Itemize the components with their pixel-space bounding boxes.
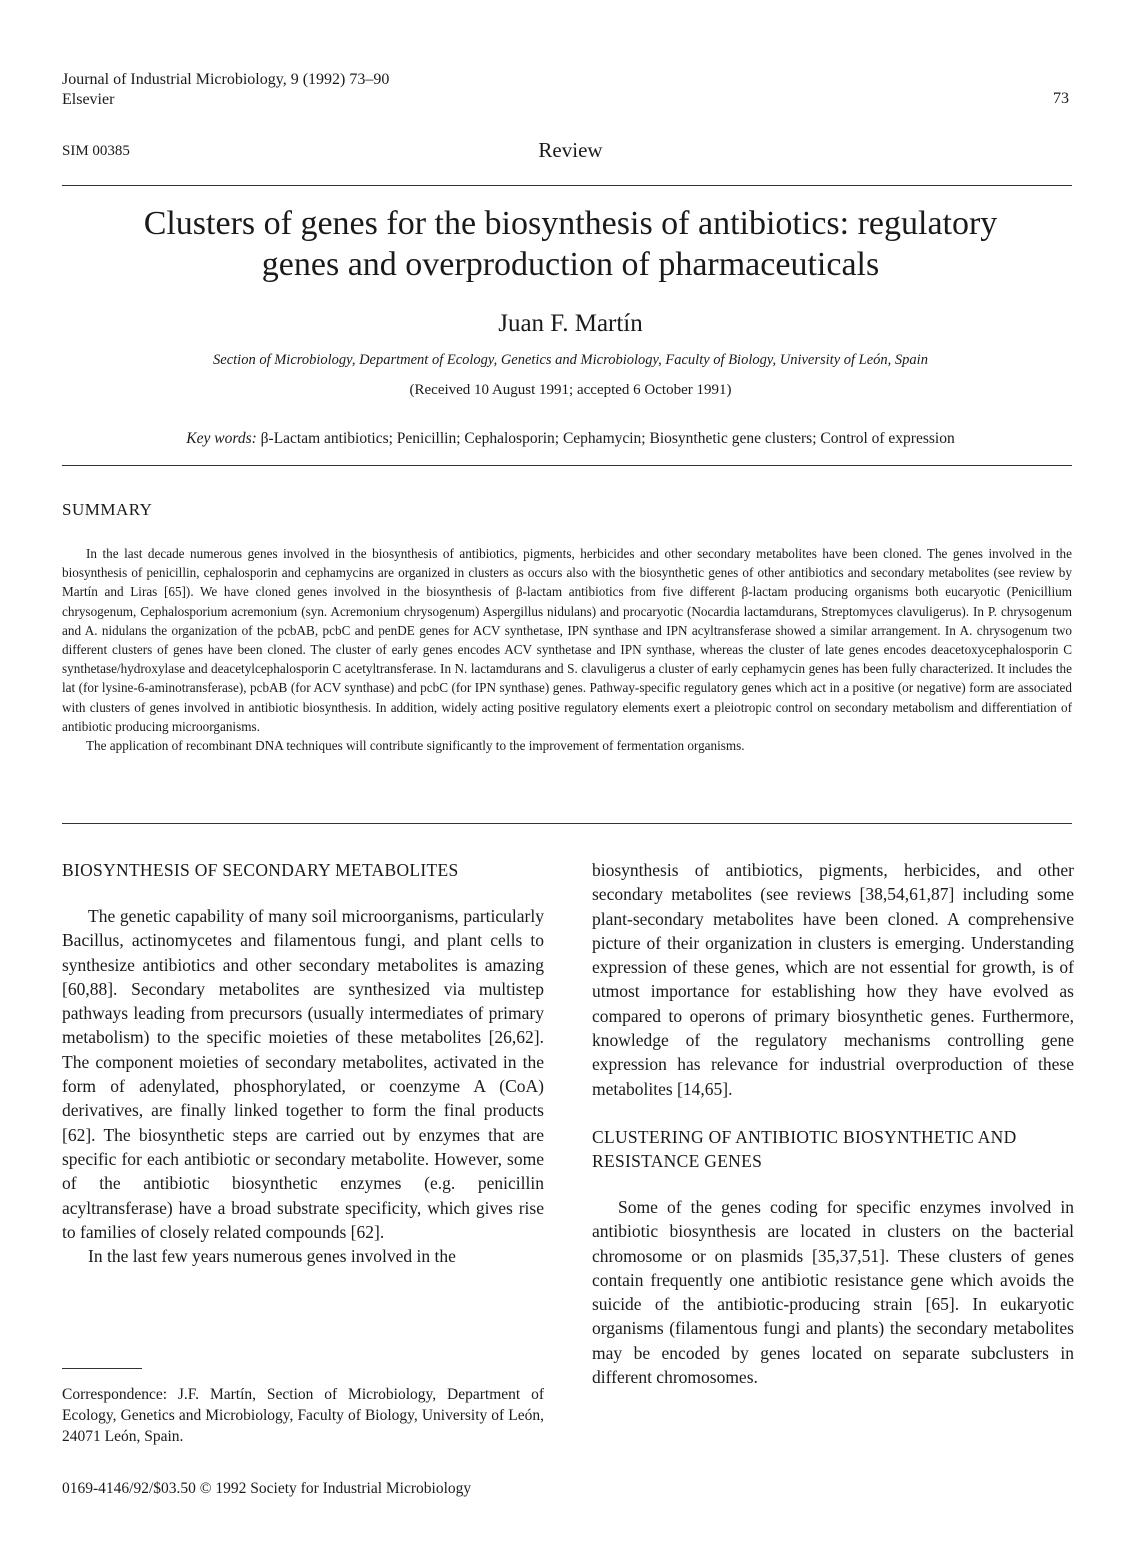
summary-paragraph-1: In the last decade numerous genes involved in the biosynthesis of antibiotics, pigments, herbicides and other secondary metabolites have been cloned. The genes involved in the biosynthesis of penicillin, cephalosporin and cephamycins are organized in clusters as occurs also with the biosynthetic genes of other antibiotics and secondary metabolites (see review by Martín and Liras [65]). We have cloned genes involved in the biosynthesis of β-lactam antibiotics from five different β-lactam producing organisms both eucaryotic (Penicillium chrysogenum, Cephalosporium acremonium (syn. Acremonium chrysogenum) Aspergillus nidulans) and procaryotic (Nocardia lactamdurans, Streptomyces clavuligerus). In P. chrysogenum and A. nidulans the organization of the pcbAB, pcbC and penDE genes for ACV synthetase, IPN synthase and IPN acyltransferase showed a similar arrangement. In A. chrysogenum two different clusters of genes have been cloned. The cluster of early genes encodes ACV synthetase and IPN synthase, whereas the cluster of late genes encodes deacetoxycephalosporin C synthetase/hydroxylase and deacetylcephalosporin C acetyltransferase. In N. lactamdurans and S. clavuligerus a cluster of early cephamycin genes has been fully characterized. It includes the lat (for lysine-6-aminotransferase), pcbAB (for ACV synthase) and pcbC (for IPN synthase) genes. Pathway-specific regulatory genes which act in a positive (or negative) form are associated with clusters of genes involved in antibiotic biosynthesis. In addition, widely acting positive regulatory elements exert a pleiotropic control on secondary metabolism and differentiation of antibiotic producing microorganisms. (62, 546, 1072, 734)
journal-citation (62, 70, 389, 110)
header-divider (62, 185, 1072, 186)
title-line-1: Clusters of genes for the biosynthesis of antibiotics: regulatory (143, 205, 998, 242)
publisher: Elsevier (62, 91, 115, 108)
summary-divider (62, 823, 1072, 824)
body-paragraph-3: Some of the genes coding for specific enzymes involved in antibiotic biosynthesis are located in clusters on the bacterial chromosome or on plasmids [35,37,51]. These clusters of genes contain frequently one antibiotic resistance gene which avoids the suicide of the antibiotic-producing strain [65]. In eukaryotic organisms (filamentous fungi and plants) the secondary metabolites may be encoded by genes located on separate subclusters in different chromosomes. (592, 1196, 1074, 1388)
summary-paragraph-2: The application of recombinant DNA techniques will contribute significantly to the improvement of fermentation organisms. (86, 738, 745, 754)
body-paragraph-2: In the last few years numerous genes involved in the (88, 1246, 456, 1267)
title-line-2: genes and overproduction of pharmaceuticals (261, 246, 880, 283)
keywords-label: Key words: (186, 430, 257, 447)
footnote-divider (62, 1368, 142, 1369)
left-column (62, 858, 544, 1268)
keywords (0, 430, 1141, 448)
section-heading-clustering: CLUSTERING OF ANTIBIOTIC BIOSYNTHETIC AND RESISTANCE GENES (592, 1126, 1017, 1171)
issn-copyright: 0169-4146/92/$03.50 © 1992 Society for Industrial Microbiology (62, 1480, 472, 1497)
keywords-list: β-Lactam antibiotics; Penicillin; Cephalosporin; Cephamycin; Biosynthetic gene clusters; Control of expression (256, 430, 955, 447)
author-affiliation: Section of Microbiology, Department of Ecology, Genetics and Microbiology, Faculty of Biology, University of León, Spain (213, 352, 928, 368)
section-heading-biosynthesis: BIOSYNTHESIS OF SECONDARY METABOLITES (62, 860, 459, 880)
journal-name: Journal of Industrial Microbiology, 9 (1992) 73–90 (62, 71, 390, 88)
page-number: 73 (1053, 90, 1069, 107)
body-paragraph-2-continued: biosynthesis of antibiotics, pigments, herbicides, and other secondary metabolites (see reviews [38,54,61,87] including some plant-secondary metabolites have been cloned. A comprehensive picture of their organization in clusters is emerging. Understanding expression of these genes, which are not essential for growth, is of utmost importance for establishing how they have evolved as compared to operons of primary biosynthetic genes. Furthermore, knowledge of the regulatory mechanisms controlling gene expression has relevance for industrial overproduction of these metabolites [14,65]. (592, 860, 1074, 1099)
sim-id: SIM 00385 (62, 143, 130, 159)
section-label: Review (538, 138, 603, 162)
author-name: Juan F. Martín (498, 310, 643, 337)
received-dates: (Received 10 August 1991; accepted 6 October 1991) (409, 382, 732, 398)
summary-text (62, 544, 1072, 755)
body-paragraph-1: The genetic capability of many soil microorganisms, particularly Bacillus, actinomycetes and filamentous fungi, and plant cells to synthesize antibiotics and other secondary metabolites is amazing [60,88]. Secondary metabolites are synthesized via multistep pathways leading from precursors (usually intermediates of primary metabolism) to the specific moieties of these metabolites [26,62]. The component moieties of secondary metabolites, activated in the form of adenylated, phosphorylated, or coenzyme A (CoA) derivatives, are finally linked together to form the final products [62]. The biosynthetic steps are carried out by enzymes that are specific for each antibiotic or secondary metabolite. However, some of the antibiotic biosynthetic enzymes (e.g. penicillin acyltransferase) have a broad substrate specificity, which gives rise to families of closely related compounds [62]. (62, 906, 544, 1242)
summary-heading: SUMMARY (62, 500, 153, 519)
right-column (592, 858, 1074, 1389)
correspondence-footnote: Correspondence: J.F. Martín, Section of Microbiology, Department of Ecology, Genetics and Microbiology, Faculty of Biology, University of León, 24071 León, Spain. (62, 1386, 544, 1445)
keywords-divider (62, 465, 1072, 466)
article-title (60, 203, 1081, 285)
